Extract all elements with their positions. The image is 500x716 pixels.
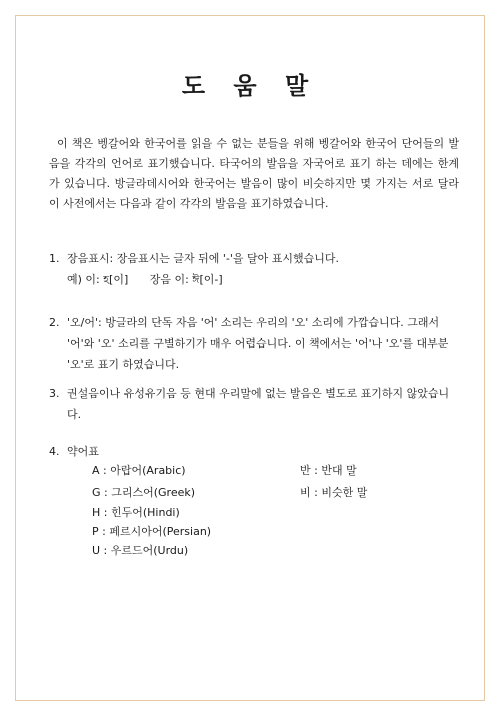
abbreviation-row — [92, 484, 452, 502]
abbreviation-row — [92, 523, 452, 541]
list-item-abbreviations — [49, 441, 459, 462]
example-long: 장음 이: ঈ[이-] — [149, 273, 223, 286]
item-number: 3. — [49, 387, 60, 400]
item-number: 4. — [49, 445, 60, 458]
abbreviation-row — [92, 504, 452, 522]
abbreviation-row — [92, 462, 452, 480]
abbreviation-left: G : 그리스어(Greek) — [92, 486, 196, 499]
abbreviation-left: A : 아랍어(Arabic) — [92, 464, 186, 477]
item-text: 장음표시: 장음표시는 글자 뒤에 '-'을 달아 표시했습니다. — [67, 252, 339, 265]
abbreviation-left: P : 페르시아어(Persian) — [92, 525, 212, 538]
abbreviation-left: H : 힌두어(Hindi) — [92, 506, 180, 519]
item-example — [67, 269, 459, 290]
list-item-long-vowel — [49, 248, 459, 290]
item-text: '오/어': 방글라의 단독 자음 '어' 소리는 우리의 '오' 소리에 가깝습니다. 그래서 '어'와 '오' 소리를 구별하기가 매우 어렵습니다. 이 책에서는 '어'나 '오'를 대부분 '오'로 표기 하였습니다. — [67, 316, 449, 371]
abbreviation-row — [92, 542, 452, 560]
item-text: 권설음이나 유성유기음 등 현대 우리말에 없는 발음은 별도로 표기하지 않았습니다. — [67, 387, 450, 421]
abbreviation-right: 반 : 반대 말 — [300, 464, 357, 477]
abbreviation-left: U : 우르드어(Urdu) — [92, 544, 189, 557]
list-item-retroflex — [49, 383, 459, 425]
item-number: 2. — [49, 316, 60, 329]
example-short: 예) 이: হ[이] — [67, 273, 129, 286]
list-item-o-eo — [49, 312, 459, 375]
intro-paragraph: 이 책은 벵갈어와 한국어를 읽을 수 없는 분들을 위해 벵갈어와 한국어 단어들의 발음을 각각의 언어로 표기했습니다. 타국어의 발음을 자국어로 표기 하는 데에는 한계가 있습니다. 방글라데시어와 한국어는 발음이 많이 비슷하지만 몇 가지는 서로 달라 이 사전에서는 다음과 같이 각각의 발음을 표기하였습니다. — [49, 137, 459, 210]
page-title: 도 움 말 — [181, 72, 319, 100]
item-number: 1. — [49, 252, 60, 265]
abbreviation-right: 비 : 비슷한 말 — [300, 486, 368, 499]
item-text: 약어표 — [67, 445, 99, 458]
